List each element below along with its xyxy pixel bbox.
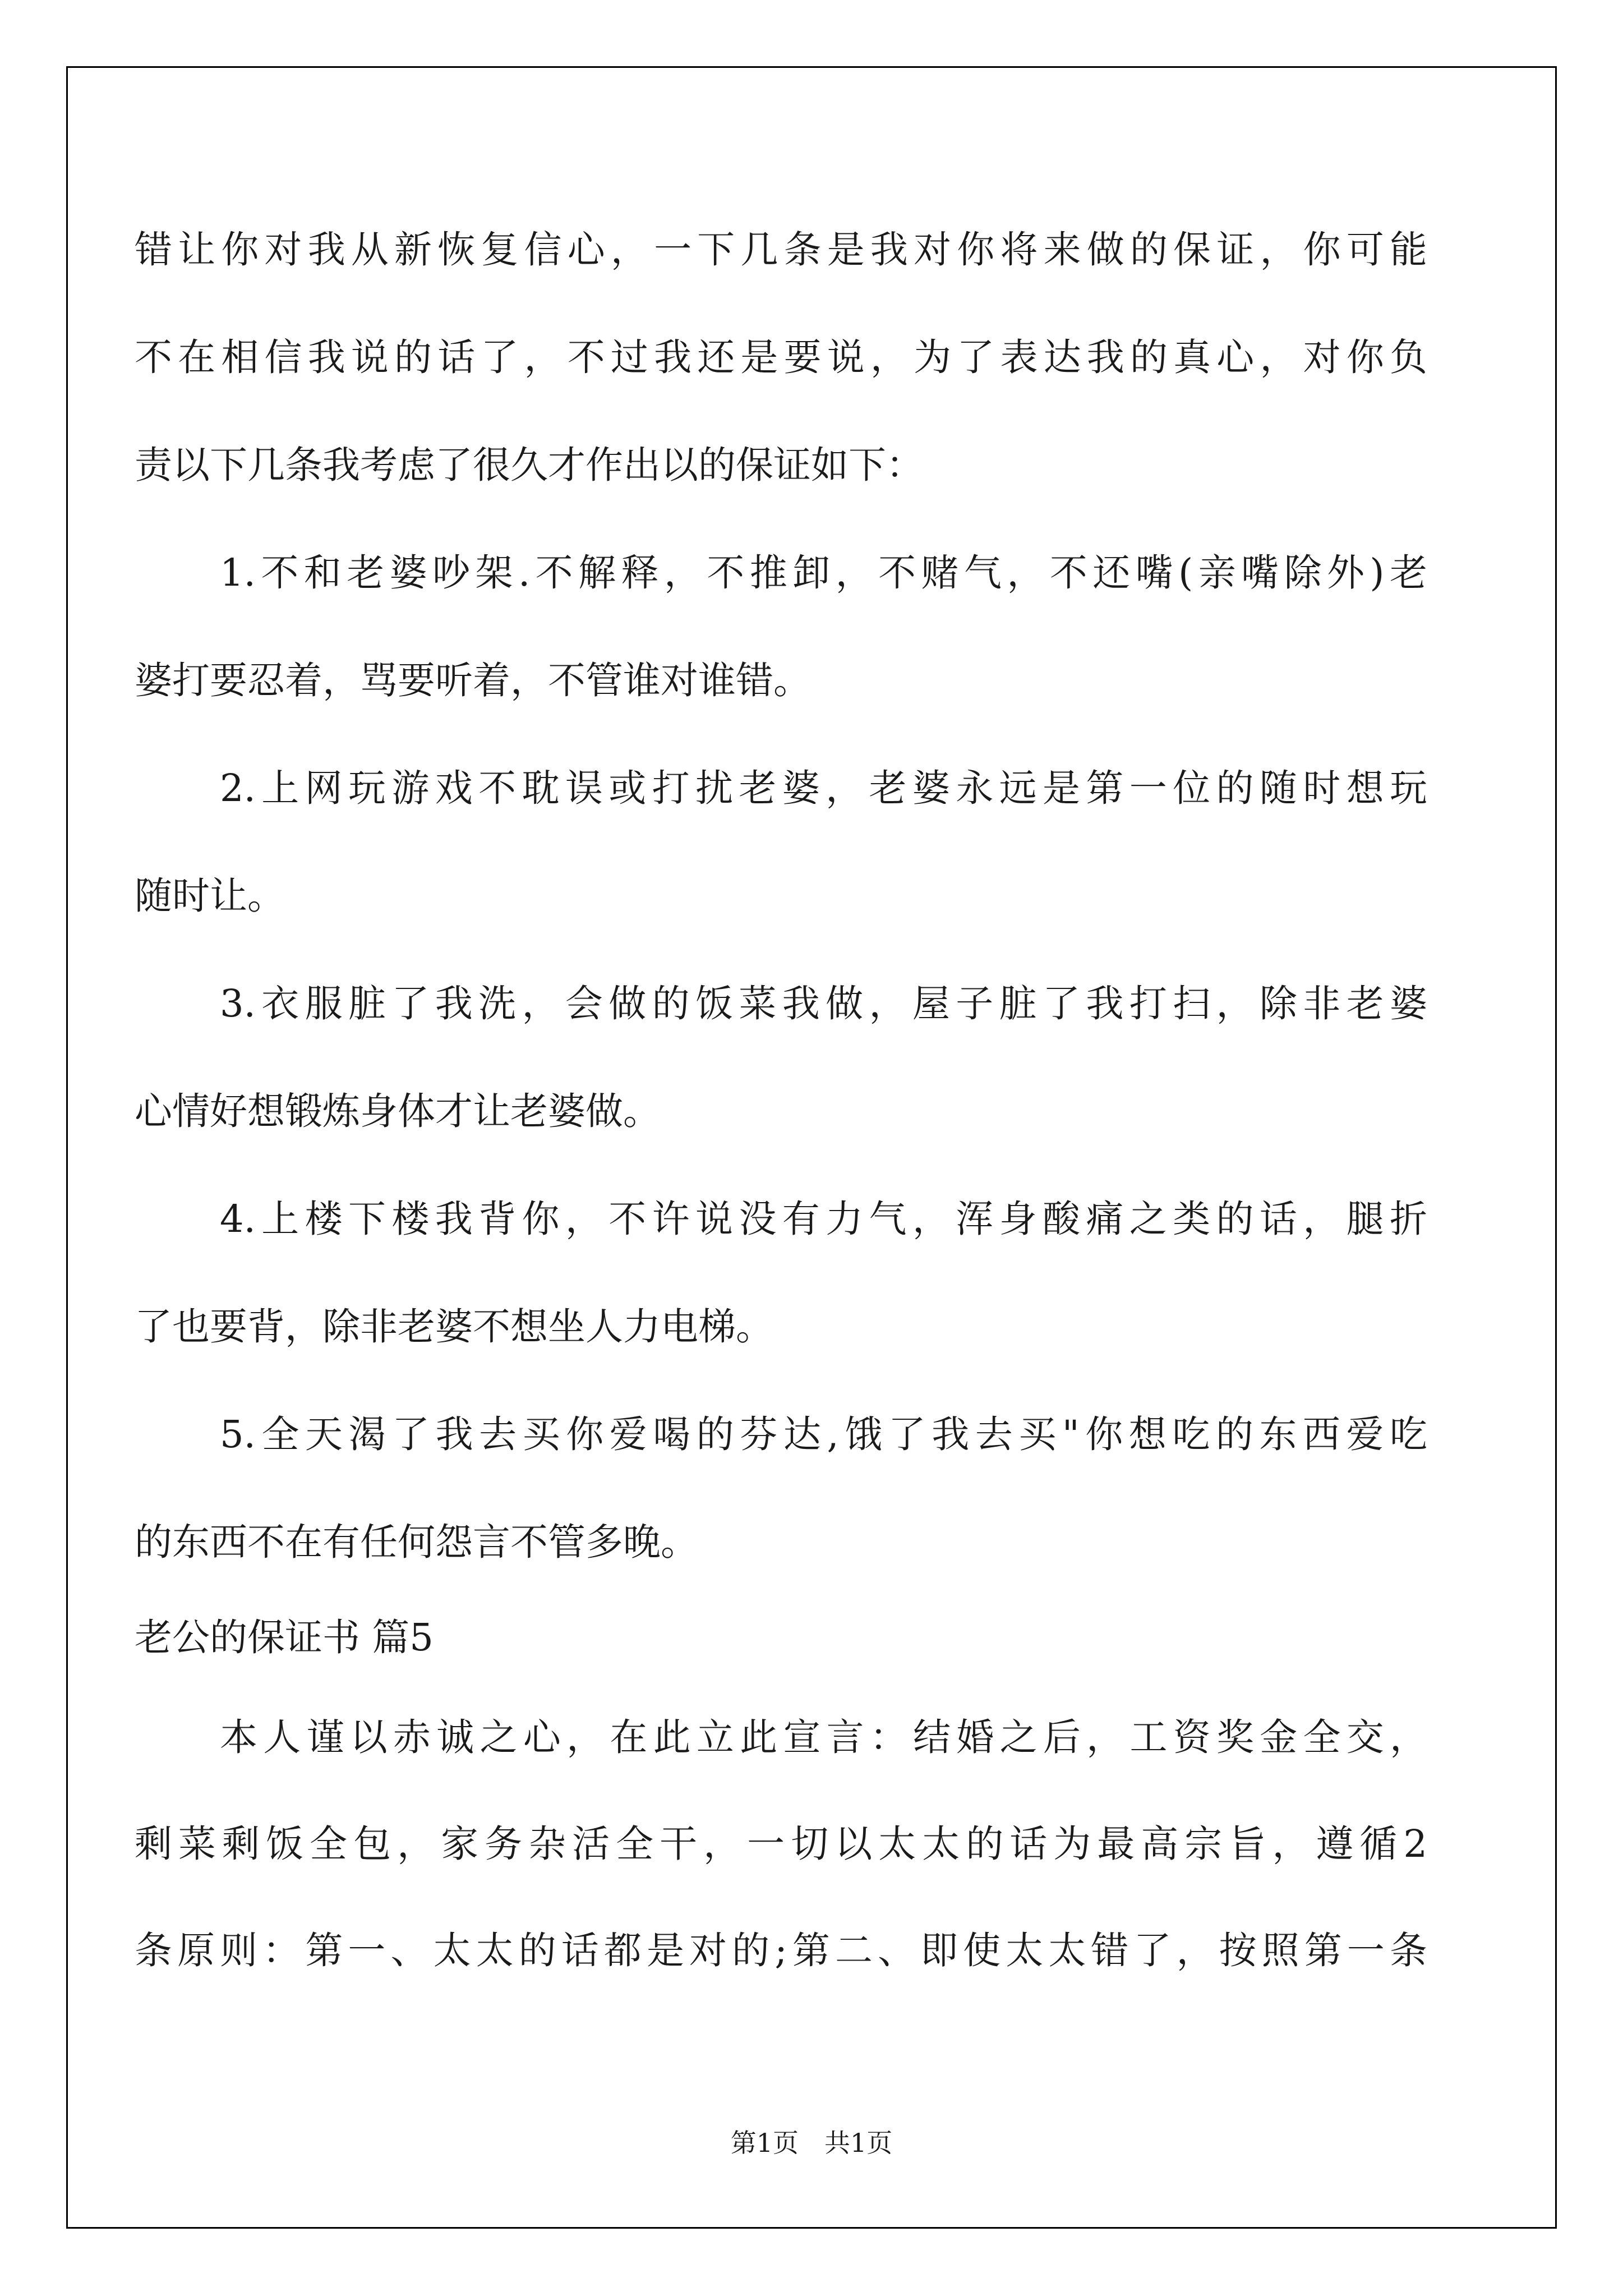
list-item-2-line-1: 2.上网玩游戏不耽误或打扰老婆，老婆永远是第一位的随时想玩 [220,766,1427,810]
page-footer: 第1页 共1页 [730,2128,893,2158]
text-line: 不在相信我说的话了，不过我还是要说，为了表达我的真心，对你负 [135,335,1427,379]
list-item-1-line-2: 婆打要忍着，骂要听着，不管谁对谁错。 [135,659,811,702]
list-item-5-line-1: 5.全天渴了我去买你爱喝的芬达,饿了我去买"你想吃的东西爱吃 [220,1412,1427,1456]
paragraph-line: 条原则：第一、太太的话都是对的;第二、即使太太错了，按照第一条 [135,1929,1427,1972]
list-item-1-line-1: 1.不和老婆吵架.不解释，不推卸，不赌气，不还嘴(亲嘴除外)老 [220,551,1427,595]
section-heading: 老公的保证书 篇5 [135,1616,434,1659]
list-item-3-line-1: 3.衣服脏了我洗，会做的饭菜我做，屋子脏了我打扫，除非老婆 [220,982,1427,1025]
list-item-3-line-2: 心情好想锻炼身体才让老婆做。 [135,1089,661,1133]
list-item-4-line-1: 4.上楼下楼我背你，不许说没有力气，浑身酸痛之类的话，腿折 [220,1197,1427,1241]
paragraph-line: 本人谨以赤诚之心，在此立此宣言：结婚之后，工资奖金全交， [220,1715,1427,1759]
paragraph-line: 剩菜剩饭全包，家务杂活全干，一切以太太的话为最高宗旨，遵循2 [135,1822,1427,1866]
list-item-5-line-2: 的东西不在有任何怨言不管多晚。 [135,1520,698,1564]
text-line: 责以下几条我考虑了很久才作出以的保证如下： [135,443,924,487]
list-item-2-line-2: 随时让。 [135,874,285,918]
text-line: 错让你对我从新恢复信心，一下几条是我对你将来做的保证，你可能 [135,228,1427,272]
page-border [66,66,1557,2229]
list-item-4-line-2: 了也要背，除非老婆不想坐人力电梯。 [135,1305,773,1349]
